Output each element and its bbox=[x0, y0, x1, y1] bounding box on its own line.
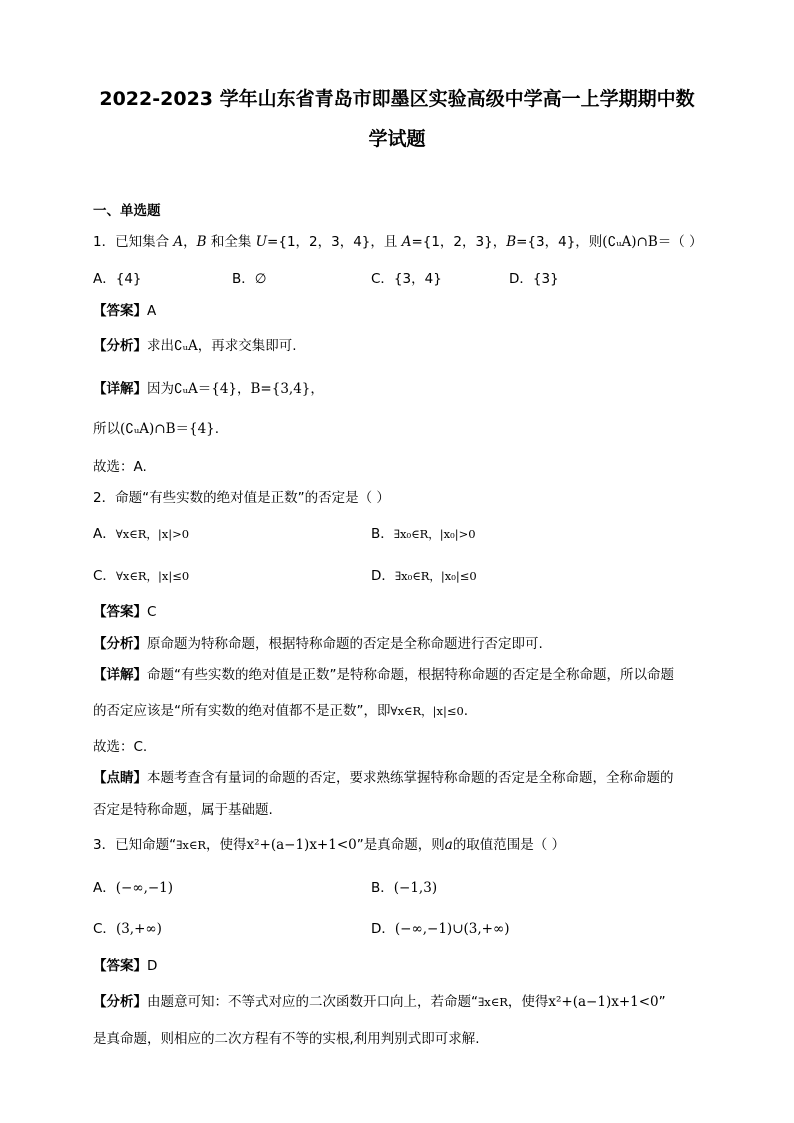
question-3-analysis-line1: 【分析】由题意可知：不等式对应的二次函数开口向上，若命题“∃x∈R，使得x²+(a−1)x+1<0” bbox=[93, 994, 666, 1010]
formula: ∁ᵤA bbox=[174, 338, 198, 354]
question-1-stem: 1．已知集合 A，B 和全集 U={1，2，3，4}，且 A={1，2，3}，B={3，4}，则(∁ᵤA)∩B＝（ ） bbox=[93, 234, 703, 250]
question-2-detail-line2: 的否定应该是“所有实数的绝对值都不是正数”，即∀x∈R，|x|≤0. bbox=[93, 703, 469, 719]
formula: x²+(a−1)x+1<0 bbox=[548, 994, 659, 1010]
question-3-option-a: A．(−∞,−1) bbox=[93, 880, 174, 896]
question-2-option-a: A．∀x∈R，|x|>0 bbox=[93, 526, 190, 542]
formula: ∃x₀∈R，|x₀|≤0 bbox=[394, 569, 477, 583]
formula: ∀x∈R，|x|>0 bbox=[115, 527, 190, 541]
section-heading: 一、单选题 bbox=[93, 203, 161, 219]
question-2-answer: 【答案】C bbox=[93, 604, 157, 620]
formula: ∁ᵤA＝{4} bbox=[174, 381, 237, 397]
formula: (−∞,−1)∪(3,+∞) bbox=[394, 921, 510, 937]
question-1-option-a: A．{4} bbox=[93, 271, 142, 287]
question-1-analysis: 【分析】求出∁ᵤA，再求交集即可. bbox=[93, 338, 297, 354]
document-title-line2: 学试题 bbox=[368, 128, 426, 150]
formula: ∀x∈R，|x|≤0 bbox=[390, 704, 464, 718]
question-1-conclusion: 所以(∁ᵤA)∩B＝{4}. bbox=[93, 421, 220, 437]
question-3-analysis-line2: 是真命题，则相应的二次方程有不等的实根,利用判别式即可求解. bbox=[93, 1031, 480, 1047]
formula: (∁ᵤA)∩B＝{4} bbox=[120, 421, 215, 437]
question-2-detail-line1: 【详解】命题“有些实数的绝对值是正数”是特称命题，根据特称命题的否定是全称命题，所以命题 bbox=[93, 667, 674, 683]
formula: ∃x∈R bbox=[176, 838, 206, 852]
formula: (−1,3) bbox=[393, 880, 438, 896]
question-1-option-b: B．∅ bbox=[232, 271, 267, 287]
question-2-option-c: C．∀x∈R，|x|≤0 bbox=[93, 568, 190, 584]
question-3-stem: 3．已知命题“∃x∈R，使得x²+(a−1)x+1<0”是真命题，则a的取值范围是（ ） bbox=[93, 837, 566, 853]
question-1-detail: 【详解】因为∁ᵤA＝{4}，B={3,4}， bbox=[93, 381, 324, 397]
question-2-comment-line2: 否定是特称命题，属于基础题. bbox=[93, 802, 273, 818]
question-1-option-c: C．{3，4} bbox=[371, 271, 442, 287]
question-3-option-d: D．(−∞,−1)∪(3,+∞) bbox=[371, 921, 510, 937]
question-1-answer: 【答案】A bbox=[93, 303, 157, 319]
question-3-answer: 【答案】D bbox=[93, 958, 158, 974]
question-1-option-d: D．{3} bbox=[509, 271, 559, 287]
question-2-analysis: 【分析】原命题为特称命题，根据特称命题的否定是全称命题进行否定即可. bbox=[93, 636, 543, 652]
formula: ∃x∈R bbox=[478, 995, 508, 1009]
formula: (∁ᵤA)∩B＝ bbox=[602, 234, 672, 250]
formula: B={3,4} bbox=[250, 381, 311, 397]
question-2-choice: 故选：C. bbox=[93, 739, 148, 755]
question-2-option-d: D．∃x₀∈R，|x₀|≤0 bbox=[371, 568, 477, 584]
document-title-line1: 2022-2023 学年山东省青岛市即墨区实验高级中学高一上学期期中数 bbox=[99, 88, 695, 110]
formula: (−∞,−1) bbox=[115, 880, 174, 896]
question-3-option-c: C．(3,+∞) bbox=[93, 921, 162, 937]
question-2-comment-line1: 【点睛】本题考查含有量词的命题的否定，要求熟练掌握特称命题的否定是全称命题，全称命题的 bbox=[93, 770, 674, 786]
formula: ∀x∈R，|x|≤0 bbox=[115, 569, 190, 583]
formula: (3,+∞) bbox=[115, 921, 162, 937]
question-2-stem: 2．命题“有些实数的绝对值是正数”的否定是（ ） bbox=[93, 490, 390, 506]
question-3-option-b: B．(−1,3) bbox=[371, 880, 438, 896]
formula: ∃x₀∈R，|x₀|>0 bbox=[393, 527, 476, 541]
question-2-option-b: B．∃x₀∈R，|x₀|>0 bbox=[371, 526, 476, 542]
question-1-choice: 故选：A. bbox=[93, 459, 147, 475]
formula: x²+(a−1)x+1<0 bbox=[246, 837, 357, 853]
